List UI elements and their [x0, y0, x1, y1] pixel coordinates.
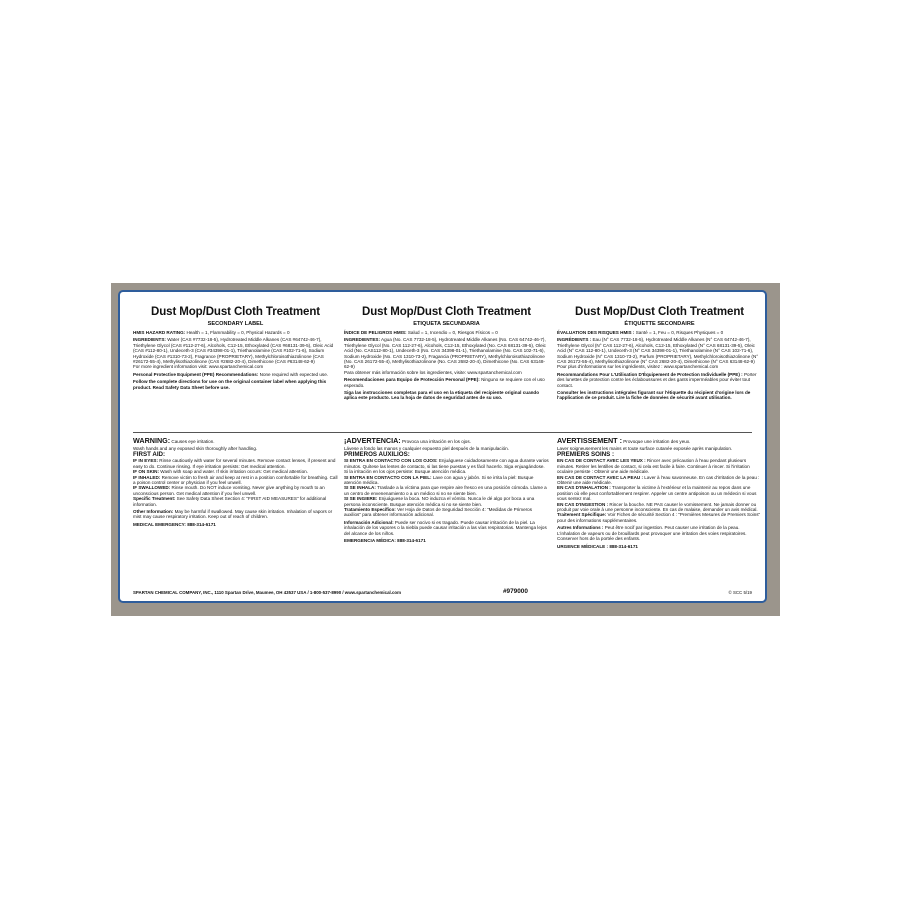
ingredient-info: Para obtener más información sobre los ingredientes, visite: www.spartanchemical.com — [344, 369, 522, 375]
label-frame — [111, 283, 780, 616]
first-aid-inhaled: SI SE INHALA: Traslade a la víctima para que respire aire fresco en una posición cómoda. Llame a un centro de envenenamiento o a un médico si no se siente bien. — [344, 485, 547, 496]
first-aid-heading: PREMIERS SOINS : — [557, 450, 615, 458]
ingredients: INGREDIENTES: Agua (No. CAS 7732-18-5), Hydrotreated Middle Alkanes (No. CAS 64742-46-7), Triethylene Glycol (No. CAS 112-27-6), Alcohols, C12-15, Ethoxylated (No. CAS 68131-39-5), Oleic Acid (No. CAS112-80-1), Undeceth-3 (No. CAS 34398-01-1), Triethanolamine (No. CAS 102-71-6), Sodium Hydroxide (No. CAS 1310-73-2), Fragancia (PROPRIETARY), Methylchloroisothiazolinone (No. CAS 26172-55-4), Methylisothiazolinone (No. CAS 2682-20-4), Dimethicone (No. CAS 63148-62-9) — [344, 337, 546, 370]
warning-section-english — [133, 437, 338, 567]
warning-section-spanish — [344, 437, 549, 567]
other-information: Other Information: May be harmful if swallowed. May cause skin irritation. Inhalation of vapors or mist may cause respiratory irritation. Keep out of reach of children. — [133, 509, 333, 520]
first-aid-inhaled: EN CAS D'INHALATION : Transporter la victime à l'extérieur et la maintenir au repos dans une position où elle peut confortablement respirer. Appeler un centre antipoison ou un médecin si vous vous sentez mal. — [557, 485, 757, 502]
product-title: Dust Mop/Dust Cloth Treatment — [151, 306, 320, 318]
warning-section-french — [557, 437, 762, 567]
section-divider — [133, 432, 752, 433]
first-aid-heading: PRIMEROS AUXILIOS: — [344, 450, 410, 458]
first-aid-eyes: IF IN EYES: Rinse cautiously with water for several minutes. Remove contact lenses, if present and easy to do. Continue rinsing. If eye irritation persists: Get medical attention. — [133, 458, 336, 469]
first-aid-skin: SI ENTRA EN CONTACTO CON LA PIEL: Lave con agua y jabón. Si se irrita la piel: Busque atención médica. — [344, 474, 534, 486]
warning-heading: WARNING: Causes eye irritation. — [133, 437, 215, 445]
ingredients: INGREDIENTS: Water (CAS #7732-18-5), Hydrotreated Middle Alkanes (CAS #64742-46-7), Triethylene Glycol (CAS #112-27-6), Alcohols, C12-15, Ethoxylated (CAS #68131-39-5), Oleic Acid (CAS #112-80-1), Undeceth-3 (CAS #34398-01-1), Triethanolamine (CAS #102-71-6), Sodium Hydroxide (CAS #1310-73-2), Fragrance (PROPRIETARY), Methylchloroisothiazolinone (CAS #26172-55-4), Methylisothiazolinone (CAS #2682-20-4), Dimethicone (CAS #63148-62-9) — [133, 337, 334, 365]
directions-note: Siga las instrucciones completas para el uso en la etiqueta del recipiente original cuando aplica este producto. Lea la hoja de datos de seguridad antes de su uso. — [344, 390, 540, 401]
directions-note: Follow the complete directions for use on the original container label when applying this product. Read Safety Data Sheet before use. — [133, 379, 327, 390]
ingredient-info: Pour plus d'informations sur les ingrédients, visitez : www.spartanchemical.com — [557, 364, 719, 370]
first-aid-swallowed: EN CAS D'INGESTION : Rincer la bouche. NE PAS causer le vomissement. Ne jamais donner ou produit par voie orale à une personne inconsciente. En cas de malaise, demander un avis médical. — [557, 501, 758, 513]
company-address: SPARTAN CHEMICAL COMPANY, INC., 1110 Spartan Drive, Maumee, OH 43537 USA / 1-800-537-8990 / www.spartanchemical.com — [133, 590, 401, 595]
product-title: Dust Mop/Dust Cloth Treatment — [575, 306, 744, 318]
ppe-recommendations: Personal Protective Equipment (PPE) Recommendations: None required with expected use. — [133, 371, 329, 377]
first-aid-eyes: SI ENTRA EN CONTACTO CON LOS OJOS: Enjuáguese cuidadosamente con agua durante varios minutos. Quítese las lentes de contacto, si las tiene puestas y es fácil hacerlo. Siga enjuagándose. Si la irritación en los ojos persiste: Busque atención médica. — [344, 458, 549, 475]
hmis-rating: ÍNDICE DE PELIGROS HMIS: Salud = 1, Incendio = 0, Riesgos Físicos = 0 — [344, 330, 498, 335]
wash-statement: Wash hands and any exposed skin thoroughly after handling. — [133, 446, 258, 452]
other-information: Información Adicional: Puede ser nocivo si es tragado. Puede causar irritación de la piel. La inhalación de los vapores o la niebla puede causar irritación a las vías respiratorias. Mantenga lejos del alcance de los niños. — [344, 519, 547, 536]
wash-statement: Laver soigneusement les mains et toute surface cutanée exposée après manipulation. — [557, 446, 733, 452]
other-information: Autres Informations : Peut être nocif par ingestion. Peut causer une irritation de la peau. L'inhalation de vapeurs ou de brouillards peut provoquer une irritation des voies respiratoires. Conserver hors de la portée des enfants. — [557, 525, 747, 542]
copyright: © SCC 5/19 — [728, 590, 752, 595]
secondary-label-english — [133, 306, 338, 441]
warning-heading: AVERTISSEMENT : Provoque une irritation des yeux. — [557, 437, 691, 445]
medical-emergency: EMERGENCIA MÉDICA: 888-314-6171 — [344, 538, 426, 544]
ingredients: INGRÉDIENTS : Eau (N° CAS 7732-18-5), Hydrotreated Middle Alkanes (N° CAS 64742-46-7), Triethylene Glycol (N° CAS 112-27-6), Alcohols, C12-15, Ethoxylated (N° CAS 68131-39-5), Oleic Acid (N° CAS 112-80-1), Undeceth-3 (N° CAS 34398-01-1), Triethanolamine (N° CAS 102-71-6), Sodium Hydroxide (N° CAS 1310-73-2), Parfum (PROPRIETARY), Methylchloroisothiazolinone (N° CAS 26172-55-4), Methylisothiazolinone (N° CAS 2682-20-4), Dimethicone (N° CAS 63148-62-9) — [557, 337, 759, 365]
product-code: #979000 — [503, 588, 528, 595]
specific-treatment: Tratamiento Específico: Ver Hoja de Datos de Seguridad Sección 4: "Medidas de Primeros auxilios" para obtener información adicional. — [344, 507, 533, 518]
ppe-recommendations: Recommandations Pour L'Utilisation D'Équipement de Protection Individuelle (PPE) : Porter des lunettes de protection contre les éclaboussures et des gants imperméables pour éviter tout contact. — [557, 371, 757, 388]
first-aid-swallowed: IF SWALLOWED: Rinse mouth. Do NOT induce vomiting. Never give anything by mouth to an unconscious person. Get medical attention if you feel unwell. — [133, 485, 325, 496]
first-aid-heading: FIRST AID: — [133, 450, 166, 458]
ppe-recommendations: Recomendaciones para Equipo de Protección Personal (PPE): Ninguno se requiere con el uso esperado. — [344, 377, 545, 388]
first-aid-eyes: EN CAS DE CONTACT AVEC LES YEUX : Rincer avec précaution à l'eau pendant plusieurs minutes. Retirer les lentilles de contact, si cela est facile à faire. Continuer à rincer. Si l'irritation oculaire persiste : Obtenir une aide médicale. — [557, 458, 750, 475]
label-subtitle: ETIQUETA SECUNDARIA — [413, 321, 480, 327]
medical-emergency: MEDICAL EMERGENCY: 888-314-6171 — [133, 521, 216, 527]
hmis-rating: ÉVALUATION DES RISQUES HMIS : Santé = 1, Feu = 0, Risques Physiques = 0 — [557, 330, 724, 335]
secondary-label-french — [557, 306, 762, 441]
specific-treatment: Traitement Spécifique: Voir Fiches de sécurité Section 4 : "Premières Mesures de Premiers Soins" pour des informations supplémentaires. — [557, 512, 761, 523]
hmis-rating: HMIS HAZARD RATING: Health = 1, Flammability = 0, Physical Hazards = 0 — [133, 330, 290, 335]
label-subtitle: ÉTIQUETTE SECONDAIRE — [624, 321, 695, 327]
warning-heading: ¡ADVERTENCIA: Provoca una irritación en los ojos. — [344, 437, 471, 445]
specific-treatment: Specific Treatment: See Safety Data Sheet Section 4: "FIRST AID MEASURES" for additional information. — [133, 496, 327, 507]
medical-emergency: URGENCE MÉDICALE : 888-314-6171 — [557, 543, 638, 549]
label-subtitle: SECONDARY LABEL — [207, 321, 264, 327]
ingredient-info: For more ingredient information visit: www.spartanchemical.com — [133, 364, 264, 370]
label-panel — [118, 290, 767, 603]
first-aid-swallowed: SI SE INGIERE: Enjuáguese la boca. NO induzca el vómito. Nunca le dé algo por boca a una persona inconsciente. Busque atención médica si no se siente bien. — [344, 496, 535, 507]
first-aid-skin: IF ON SKIN: Wash with soap and water. If skin irritation occurs: Get medical attention. — [133, 469, 308, 475]
first-aid-inhaled: IF INHALED: Remove victim to fresh air and keep at rest in a position comfortable for breathing. Call a poison control center or physician if you feel unwell. — [133, 474, 338, 486]
secondary-label-spanish — [344, 306, 549, 441]
wash-statement: Lávese a fondo las manos y cualquier expuesto piel después de la manipulación. — [344, 446, 509, 452]
directions-note: Consulter les instructions intégrales figurant sur l'étiquette du récipient d'origine lors de l'application de ce produit. Lire la fiche de données de sécurité avant utilisation. — [557, 390, 751, 401]
first-aid-skin: EN CAS DE CONTACT AVEC LA PEAU : Laver à l'eau savonneuse. En cas d'irritation de la peau : Obtenir une aide médicale. — [557, 474, 760, 486]
product-title: Dust Mop/Dust Cloth Treatment — [362, 306, 531, 318]
